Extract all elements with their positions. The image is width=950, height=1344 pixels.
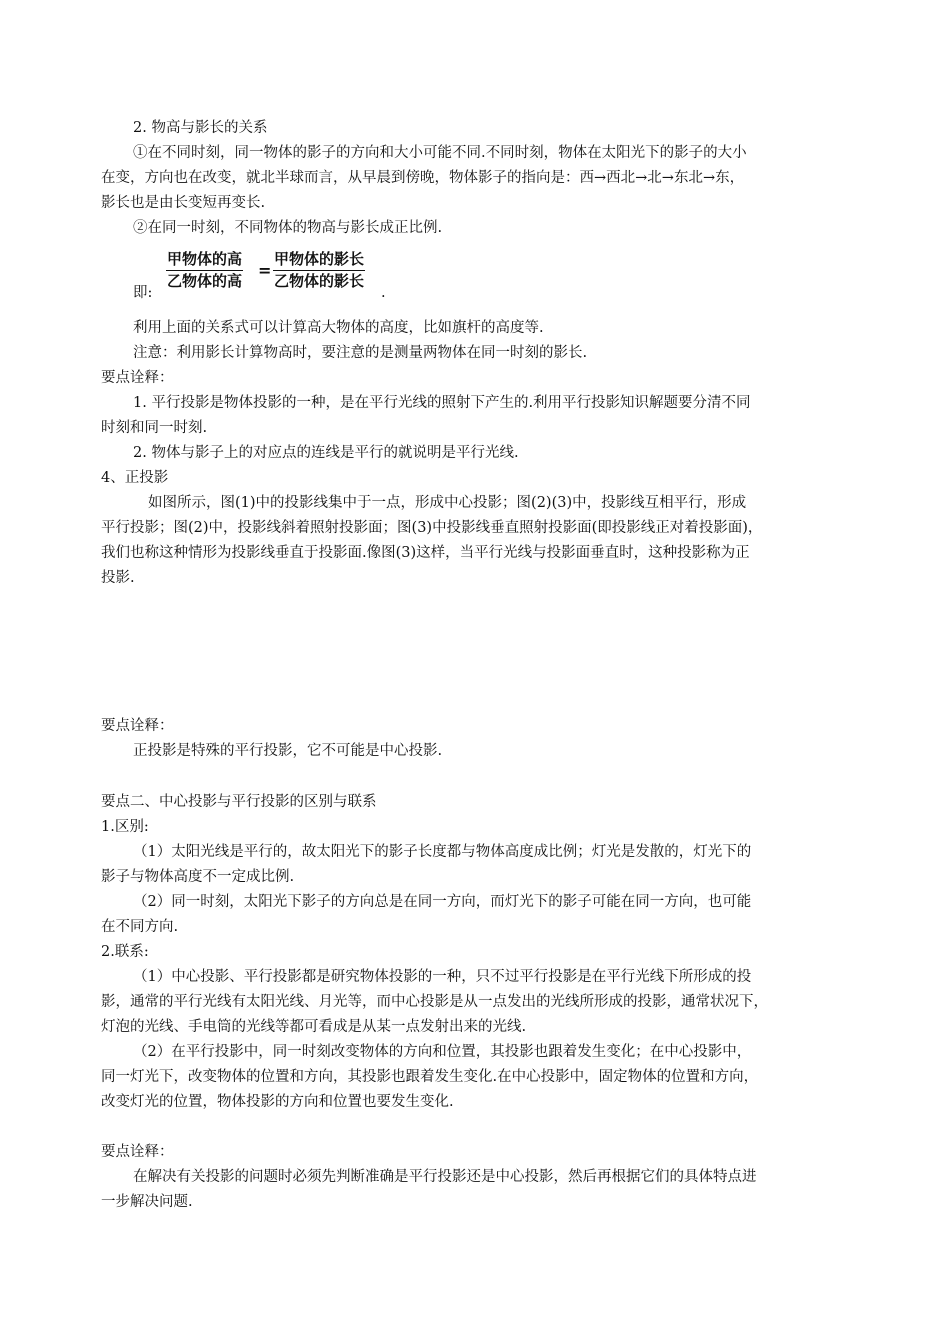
section-4-title: 4、正投影: [101, 470, 169, 486]
paragraph-line: 影，通常的平行光线有太阳光线、月光等，而中心投影是从一点发出的光线所形成的投影，通常状况下，: [101, 994, 768, 1010]
paragraph-line: 灯泡的光线、手电筒的光线等都可看成是从某一点发射出来的光线.: [101, 1019, 527, 1035]
paragraph-line: （2）同一时刻，太阳光下影子的方向总是在同一方向，而灯光下的影子可能在同一方向，也可能: [133, 894, 752, 910]
paragraph-line: 1. 平行投影是物体投影的一种，是在平行光线的照射下产生的.利用平行投影知识解题要分清不同: [133, 395, 751, 411]
paragraph-line: ①在不同时刻，同一物体的影子的方向和大小可能不同.不同时刻，物体在太阳光下的影子的大小: [133, 145, 747, 161]
paragraph-line: 时刻和同一时刻.: [101, 420, 208, 436]
paragraph-line: 影子与物体高度不一定成比例.: [101, 869, 295, 885]
paragraph-line: 在解决有关投影的问题时必须先判断准确是平行投影还是中心投影，然后再根据它们的具体特点进: [133, 1169, 757, 1185]
section-2-title: 2. 物高与影长的关系: [133, 120, 268, 136]
paragraph-line: 投影.: [101, 570, 135, 586]
paragraph-line: 我们也称这种情形为投影线垂直于投影面.像图(3)这样，当平行光线与投影面垂直时，这种投影称为正: [101, 545, 750, 561]
paragraph-line: 利用上面的关系式可以计算高大物体的高度，比如旗杆的高度等.: [133, 320, 544, 336]
paragraph-line: 如图所示，图(1)中的投影线集中于一点，形成中心投影；图(2)(3)中，投影线互相平行，形成: [148, 495, 747, 511]
equals-sign: =: [258, 261, 272, 280]
paragraph-line: 在不同方向.: [101, 919, 179, 935]
paragraph-line: 一步解决问题.: [101, 1194, 193, 1210]
paragraph-line: 正投影是特殊的平行投影，它不可能是中心投影.: [133, 743, 443, 759]
left-denominator: 乙物体的高: [167, 272, 243, 290]
right-fraction: [273, 250, 365, 291]
paragraph-line: （2）在平行投影中，同一时刻改变物体的方向和位置，其投影也跟着发生变化；在中心投影中，: [133, 1044, 752, 1060]
right-denominator: 乙物体的影长: [274, 272, 365, 290]
notes-heading: 要点诠释：: [101, 370, 174, 386]
paragraph-line: （1）中心投影、平行投影都是研究物体投影的一种，只不过平行投影是在平行光线下所形成的投: [133, 969, 752, 985]
paragraph-line: 在变，方向也在改变，就北半球而言，从早晨到傍晚，物体影子的指向是：西→西北→北→东北→东，: [101, 170, 745, 186]
paragraph-line: 注意：利用影长计算物高时，要注意的是测量两物体在同一时刻的影长.: [133, 345, 588, 361]
subsection-heading: 1.区别:: [101, 819, 149, 835]
right-numerator: 甲物体的影长: [273, 250, 365, 271]
paragraph-line: 2. 物体与影子上的对应点的连线是平行的就说明是平行光线.: [133, 445, 519, 461]
paragraph-line: （1）太阳光线是平行的，故太阳光下的影子长度都与物体高度成比例；灯光是发散的，灯光下的: [133, 844, 752, 860]
subsection-heading: 2.联系:: [101, 944, 149, 960]
left-numerator: 甲物体的高: [166, 250, 243, 271]
paragraph-line: 同一灯光下，改变物体的位置和方向，其投影也跟着发生变化.在中心投影中，固定物体的位置和方向，: [101, 1069, 759, 1085]
paragraph-line: ②在同一时刻，不同物体的物高与影长成正比例.: [133, 220, 443, 236]
paragraph-line: 影长也是由长变短再变长.: [101, 195, 266, 211]
left-fraction: [166, 250, 243, 291]
ratio-formula: [133, 250, 393, 300]
section-key2-title: 要点二、中心投影与平行投影的区别与联系: [101, 794, 377, 810]
paragraph-line: 平行投影；图(2)中，投影线斜着照射投影面；图(3)中投影线垂直照射投影面(即投影线正对着投影面)，: [101, 520, 763, 536]
formula-prefix: 即:: [133, 285, 153, 301]
notes-heading: 要点诠释：: [101, 1144, 174, 1160]
formula-suffix: .: [381, 285, 386, 301]
paragraph-line: 改变灯光的位置，物体投影的方向和位置也要发生变化.: [101, 1094, 454, 1110]
notes-heading: 要点诠释：: [101, 718, 174, 734]
